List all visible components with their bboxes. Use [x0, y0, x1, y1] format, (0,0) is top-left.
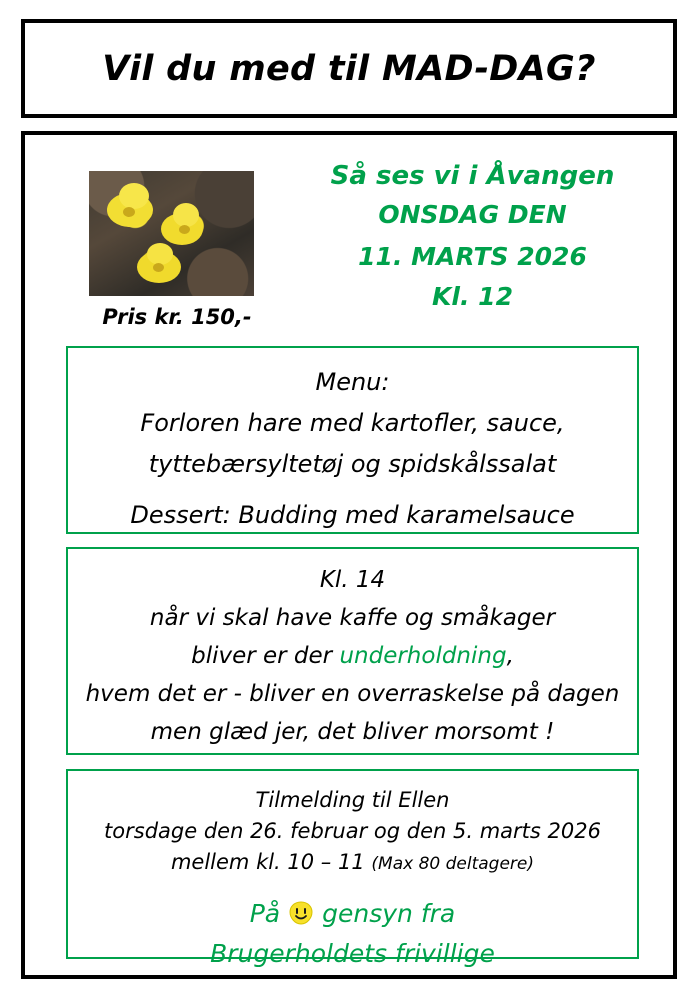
- poster-title: Vil du med til MAD-DAG?: [102, 48, 596, 89]
- menu-heading: Menu:: [315, 368, 390, 396]
- event-line-1: Så ses vi i Åvangen: [330, 161, 615, 191]
- program-time: Kl. 14: [319, 567, 386, 593]
- event-line-3: 11. MARTS 2026: [358, 242, 587, 271]
- top-area: [25, 135, 673, 339]
- event-heading: [280, 159, 665, 317]
- menu-line-2: tyttebærsyltetøj og spidskålssalat: [148, 450, 557, 478]
- program-line-2-post: ,: [506, 643, 514, 669]
- menu-dessert: Dessert: Budding med karamelsauce: [130, 501, 575, 529]
- program-line-4: men glæd jer, det bliver morsomt !: [150, 719, 555, 745]
- program-line-1: når vi skal have kaffe og småkager: [149, 605, 556, 631]
- signup-time: mellem kl. 10 – 11: [170, 850, 365, 874]
- signup-line-1: Tilmelding til Ellen: [255, 788, 450, 812]
- smiley-face-icon: [288, 898, 314, 924]
- program-line-2: [68, 637, 637, 675]
- title-box: [21, 19, 677, 118]
- closing-post: gensyn fra: [322, 899, 456, 928]
- menu-line-1: Forloren hare med kartofler, sauce,: [140, 409, 565, 437]
- program-section: [66, 547, 639, 755]
- yellow-flowers-photo: [89, 171, 254, 296]
- event-line-2: ONSDAG DEN: [378, 200, 567, 229]
- closing-line-1: [68, 894, 637, 934]
- signup-line-2: torsdage den 26. februar og den 5. marts 2026: [104, 819, 601, 843]
- program-line-2-pre: bliver er der: [191, 643, 340, 669]
- menu-section: [66, 346, 639, 534]
- program-entertainment-word: underholdning: [339, 643, 507, 669]
- signup-line-3: [68, 847, 637, 880]
- closing-pre: På: [249, 899, 281, 928]
- price-label: Pris kr. 150,-: [102, 305, 252, 329]
- main-content-box: [21, 131, 677, 979]
- closing-line-2: Brugerholdets frivillige: [210, 939, 495, 968]
- event-line-4: Kl. 12: [432, 282, 513, 311]
- program-line-3: hvem det er - bliver en overraskelse på dagen: [85, 681, 620, 707]
- signup-section: [66, 769, 639, 968]
- signup-capacity-note: (Max 80 deltagere): [371, 854, 535, 874]
